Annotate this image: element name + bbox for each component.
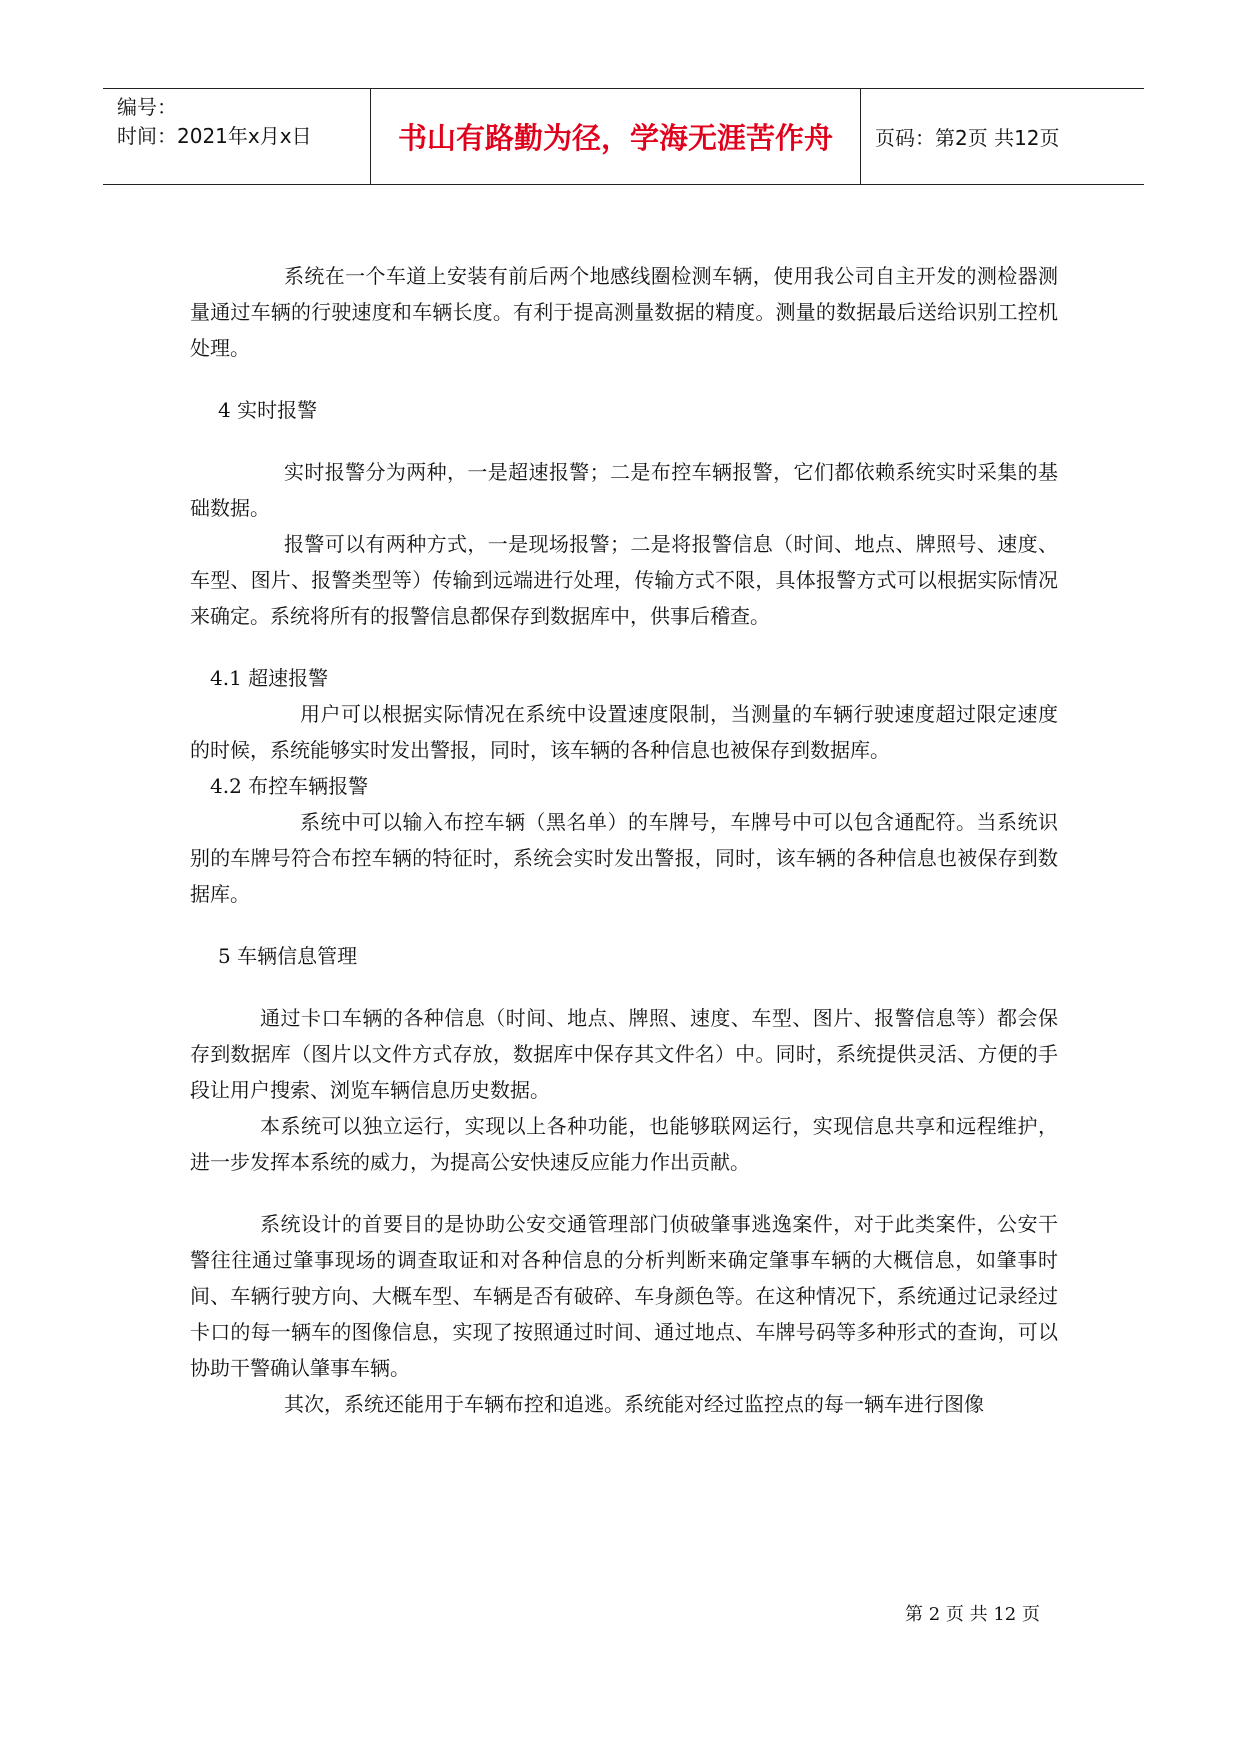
body-paragraph: 其次，系统还能用于车辆布控和追逃。系统能对经过监控点的每一辆车进行图像 xyxy=(284,1392,984,1416)
document-number-label: 编号： xyxy=(117,95,177,119)
section-heading: 5 车辆信息管理 xyxy=(218,944,358,968)
document-time-label: 时间：2021年x月x日 xyxy=(117,124,312,148)
document-body xyxy=(190,258,1058,1422)
section-heading: 4.2 布控车辆报警 xyxy=(210,774,369,798)
page-header xyxy=(103,88,1144,185)
page-footer: 第 2 页 共 12 页 xyxy=(905,1604,1040,1625)
body-paragraph: 用户可以根据实际情况在系统中设置速度限制，当测量的车辆行驶速度超过限定速度的时候，系统能够实时发出警报，同时，该车辆的各种信息也被保存到数据库。 xyxy=(190,702,1058,762)
header-page-label: 页码：第2页 共12页 xyxy=(875,126,1060,150)
header-motto: 书山有路勤为径，学海无涯苦作舟 xyxy=(371,89,861,184)
body-paragraph: 系统中可以输入布控车辆（黑名单）的车牌号，车牌号中可以包含通配符。当系统识别的车牌号符合布控车辆的特征时，系统会实时发出警报，同时，该车辆的各种信息也被保存到数据库。 xyxy=(190,810,1058,906)
header-info-cell xyxy=(103,89,371,184)
section-heading: 4.1 超速报警 xyxy=(210,666,329,690)
body-paragraph: 系统在一个车道上安装有前后两个地感线圈检测车辆，使用我公司自主开发的测检器测量通过车辆的行驶速度和车辆长度。有利于提高测量数据的精度。测量的数据最后送给识别工控机处理。 xyxy=(190,264,1058,360)
body-paragraph: 通过卡口车辆的各种信息（时间、地点、牌照、速度、车型、图片、报警信息等）都会保存到数据库（图片以文件方式存放，数据库中保存其文件名）中。同时，系统提供灵活、方便的手段让用户搜索、浏览车辆信息历史数据。 xyxy=(190,1006,1058,1102)
body-paragraph: 报警可以有两种方式，一是现场报警；二是将报警信息（时间、地点、牌照号、速度、车型、图片、报警类型等）传输到远端进行处理，传输方式不限，具体报警方式可以根据实际情况来确定。系统将所有的报警信息都保存到数据库中，供事后稽查。 xyxy=(190,532,1058,628)
section-heading: 4 实时报警 xyxy=(218,398,318,422)
body-paragraph: 实时报警分为两种，一是超速报警；二是布控车辆报警，它们都依赖系统实时采集的基础数据。 xyxy=(190,460,1058,520)
body-paragraph: 本系统可以独立运行，实现以上各种功能，也能够联网运行，实现信息共享和远程维护，进一步发挥本系统的威力，为提高公安快速反应能力作出贡献。 xyxy=(190,1114,1058,1174)
body-paragraph: 系统设计的首要目的是协助公安交通管理部门侦破肇事逃逸案件，对于此类案件，公安干警往往通过肇事现场的调查取证和对各种信息的分析判断来确定肇事车辆的大概信息，如肇事时间、车辆行驶方向、大概车型、车辆是否有破碎、车身颜色等。在这种情况下，系统通过记录经过卡口的每一辆车的图像信息，实现了按照通过时间、通过地点、车牌号码等多种形式的查询，可以协助干警确认肇事车辆。 xyxy=(190,1212,1058,1380)
